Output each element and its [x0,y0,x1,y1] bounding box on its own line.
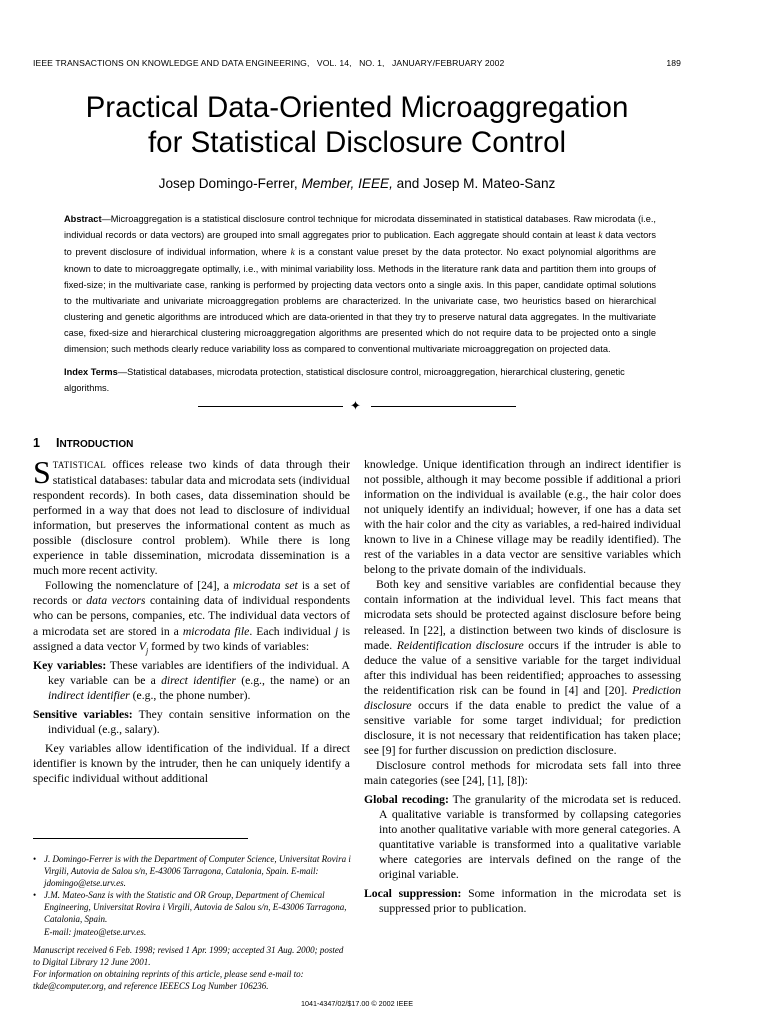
abstract-text-c: is a constant value preset by the data protector. No exact polynomial algorithms are known to date to microaggregate optimally, i.e., with minimal variability loss. Methods in the literature rank data and partition them into groups of fixed-size; in the multivariate case, ranking is performed by projecting data vectors onto a single axis. In this paper, candidate optimal solutions to the multivariate and univariate microaggregation problems are characterized. In the univariate case, two heuristics based on hierarchical clustering and genetic algorithms are introduced which are data-oriented in that they try to preserve natural data aggregates. In the multivariate case, fixed-size and hierarchical clustering microaggregation algorithms are presented which do not require data to be projected onto a single dimension; such methods clearly reduce variability loss as compared to conventional multivariate microaggregation on projected data. [64,246,656,354]
intro-smallcaps: TATISTICAL [52,460,107,470]
running-header [33,58,681,68]
rp2-a: Both key and sensitive variables are confidential because they contain information at the individual level. This fact means that microdata sets should be protected against disclosure before being released. In [22], a distinction between two kinds of disclosure is made. [364,578,681,652]
local-suppression-label: Local suppression: [364,887,462,901]
section-title-initial: I [55,436,60,450]
title-line-2: for Statistical Disclosure Control [147,126,567,159]
key-variables-label: Key variables: [33,658,107,672]
section-number: 1 [33,436,40,450]
author-1: Josep Domingo-Ferrer, [158,176,302,191]
method-definitions [364,792,681,916]
p2-em2: data vectors [86,594,146,608]
rp2-b: occurs if the intruder is able to deduce the value of a sensitive variable for the target individual after this individual has been reidentified; approaches to assessing the reidentification risk can be found in [4] and [20]. [364,638,681,697]
footnote-2-text: J.M. Mateo-Sanz is with the Statistic and OR Group, Department of Chemical Engineering, Universitat Rovira i Virgili, Autovia de Salou s/n, E-43006 Tarragona, Catalonia, Spain. [44,890,347,925]
p2-em5: V [138,639,146,653]
divider-rule-left [198,406,343,407]
intro-paragraph-3: Key variables allow identification of the individual. If a direct identifier is known by the intruder, then he can uniquely identify a specific individual without additional [33,742,350,786]
right-paragraph-3: Disclosure control methods for microdata sets fall into three main categories (see [24], [1], [8]): [364,758,681,787]
sensitive-text: They contain sensitive information on the individual (e.g., salary). [48,708,351,737]
right-column [364,457,681,916]
footnotes [33,853,351,992]
key-c: (e.g., the phone number). [129,689,251,703]
footnote-rule [33,838,248,839]
footnote-2-email: E-mail: jmateo@etse.urv.es. [44,926,147,937]
global-recoding-label: Global recoding: [364,793,449,807]
footnote-2 [33,889,351,937]
rp2-em2: Prediction disclosure [364,683,681,712]
key-a: These variables are identifiers of the individual. A key variable can be a [48,658,351,687]
abstract-text-a: —Microaggregation is a statistical disclosure control technique for microdata disseminated in statistical databases. Raw microdata (i.e., individual records or data vectors) are grouped into small aggregates prior to publication. Each aggregate should contain at least [64,214,656,240]
key-b: (e.g., the name) or an [235,673,351,687]
p2-em3: microdata file [182,624,250,638]
index-terms-label: Index Terms [64,367,118,377]
section-heading [33,436,133,450]
divider-diamond-icon: ✦ [350,398,361,413]
index-terms [64,365,656,396]
divider-rule-right [371,406,516,407]
abstract-text-b: data vectors to prevent disclosure of individual information, where [64,229,657,257]
author-1-role: Member, IEEE, [301,176,393,191]
journal-header: IEEE TRANSACTIONS ON KNOWLEDGE AND DATA ENGINEERING, VOL. 14, NO. 1, JANUARY/FEBRUARY 2002 [33,58,505,68]
intro-text-1: offices release two kinds of data through their statistical databases: tabular data and microdata sets (individual respondent records). In both cases, data dissemination should be performed in a way that does not lead to disclosure of individual information, but preserves the informational content as much as possible (disclosure control problem). While there is long experience in table dissemination, microdata dissemination is a much more recent activity. [33,458,350,578]
global-recoding-item [364,792,681,882]
p2-d: . Each individual [249,624,335,638]
right-paragraph-1: knowledge. Unique identification through an indirect identifier is not possible, although it may become possible if additional a priori information on the individual is available (e.g., the hair color does not uniquely identify an individual; however, if one has a data set with the hair color and the city as variables, a red-haired individual known to live in a Chinese village may be readily identified). The rest of the variables in a data vector are sensitive variables which belong to the private domain of the individuals. [364,458,681,577]
reprints-note: For information on obtaining reprints of this article, please send e-mail to: tkde@computer.org, and reference IEEECS Log Number 106236. [33,968,304,991]
drop-cap: S [33,454,51,490]
p2-e: is assigned a data vector [33,624,350,653]
variable-definitions [33,658,350,737]
abstract-label: Abstract [64,214,102,224]
intro-paragraph-2 [33,578,350,658]
bullet-icon: • [33,890,37,901]
index-terms-text: —Statistical databases, microdata protection, statistical disclosure control, microaggregation, hierarchical clustering, genetic algorithms. [64,367,625,393]
p2-c: containing data of individual respondents who can be persons, companies, etc. The individual data vectors of a microdata set are stored in a [33,594,351,638]
abstract [64,212,656,358]
paper-title [0,90,714,160]
p2-em4: j [334,624,339,638]
author-2: and Josep M. Mateo-Sanz [392,176,556,191]
intro-paragraph-1 [33,454,350,578]
abstract-k2: k [290,247,295,258]
footnote-1-text: J. Domingo-Ferrer is with the Department of Computer Science, Universitat Rovira i Virgili, Autovia de Salou s/n, E-43006 Tarragona, Catalonia, Spain. E-mail: jdomingo@etse.urv.es. [44,854,351,889]
p2-sub: j [145,645,149,655]
p2-b: is a set of records or [33,579,350,608]
abstract-k1: k [598,230,603,241]
p2-a: Following the nomenclature of [24], a [45,579,234,593]
bullet-icon: • [33,854,37,864]
p2-f: formed by two kinds of variables: [148,639,310,653]
section-divider [198,400,516,414]
page-number: 189 [666,58,681,68]
key-em2: indirect identifier [48,689,130,703]
global-recoding-text: The granularity of the microdata set is reduced. A qualitative variable is transformed by collapsing categories into another qualitative variable with more general categories. A quantitative variable is transformed into a qualitative variable where categories are intervals defined on the range of the original variable. [379,793,681,882]
title-line-1: Practical Data-Oriented Microaggregation [85,91,629,124]
left-column [33,454,351,786]
p2-em1: microdata set [233,579,298,593]
local-suppression-item [364,886,681,916]
right-paragraph-2 [364,577,681,758]
key-em1: direct identifier [161,673,236,687]
author-line [0,176,714,191]
rp2-c: occurs if the data enable to predict the value of a sensitive variable for some target individual; for prediction disclosure, it is not necessary that reidentification has taken place; see [9] for further discussion on prediction disclosure. [364,698,681,757]
local-suppression-text: Some information in the microdata set is suppressed prior to publication. [379,887,681,916]
copyright-line: 1041-4347/02/$17.00 © 2002 IEEE [301,999,413,1008]
sensitive-variables-label: Sensitive variables: [33,708,133,722]
rp2-em1: Reidentification disclosure [396,638,524,652]
section-title-rest: NTRODUCTION [59,439,134,450]
key-variables-item [33,658,350,703]
sensitive-variables-item [33,707,350,737]
manuscript-note: Manuscript received 6 Feb. 1998; revised 1 Apr. 1999; accepted 31 Aug. 2000; posted to Digital Library 12 June 2001. [33,944,344,967]
footnote-1 [33,853,351,889]
